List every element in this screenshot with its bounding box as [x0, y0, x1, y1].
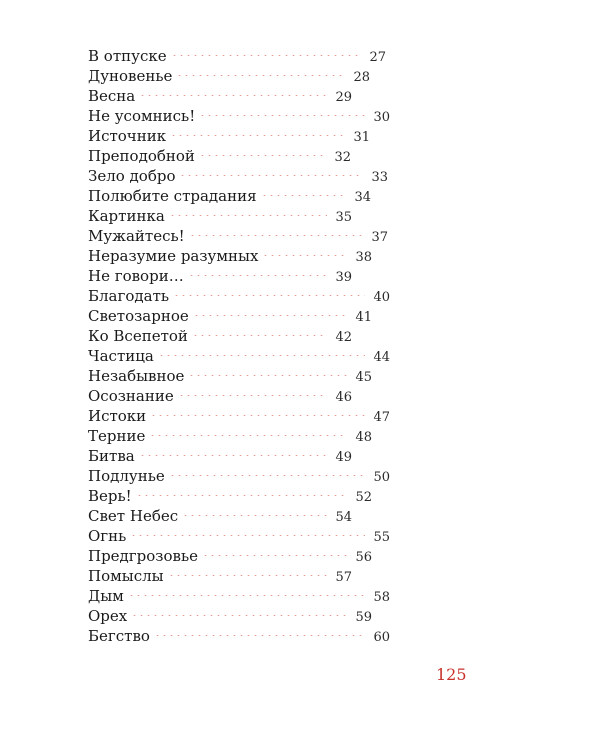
toc-entry-page: 28 — [353, 70, 370, 85]
toc-entry-page: 60 — [373, 630, 390, 645]
toc-entry-title: Орех — [88, 607, 128, 625]
toc-entry-page: 30 — [373, 110, 390, 125]
toc-leader-dots — [169, 201, 328, 221]
toc-leader-dots — [150, 401, 365, 421]
toc-entry — [88, 41, 408, 65]
toc-entry-page: 59 — [355, 610, 372, 625]
toc-leader-dots — [192, 321, 328, 341]
toc-leader-dots — [149, 421, 347, 441]
toc-entry-page: 57 — [335, 570, 352, 585]
toc-entry-title: Весна — [88, 87, 136, 105]
toc-leader-dots — [199, 141, 327, 161]
toc-leader-dots — [169, 461, 366, 481]
toc-leader-dots — [128, 581, 366, 601]
toc-leader-dots — [176, 61, 345, 81]
toc-entry-title: Не говори… — [88, 267, 184, 285]
toc-leader-dots — [170, 121, 345, 141]
toc-leader-dots — [158, 341, 366, 361]
toc-entry-page: 31 — [353, 130, 370, 145]
toc-entry-page: 52 — [355, 490, 372, 505]
toc-entry-page: 55 — [373, 530, 390, 545]
toc-entry — [88, 601, 408, 625]
toc-entry-page: 38 — [355, 250, 372, 265]
toc-entry-page: 42 — [335, 330, 352, 345]
toc-entry-title: Неразумие разумных — [88, 247, 259, 265]
toc-entry-page: 45 — [355, 370, 372, 385]
toc-entry — [88, 541, 408, 565]
toc-leader-dots — [199, 101, 365, 121]
toc-entry-page: 48 — [355, 430, 372, 445]
toc-entry-page: 32 — [334, 150, 351, 165]
toc-leader-dots — [179, 161, 363, 181]
toc-entry-title: Благодать — [88, 287, 170, 305]
toc-entry-title: Частица — [88, 347, 154, 365]
toc-entry-title: Верь! — [88, 487, 132, 505]
toc-entry-title: Картинка — [88, 207, 165, 225]
toc-entry-page: 37 — [371, 230, 388, 245]
toc-entry — [88, 101, 408, 125]
toc-entry-title: Огнь — [88, 527, 127, 545]
toc-entry-page: 47 — [373, 410, 390, 425]
toc-leader-dots — [182, 501, 327, 521]
toc-entry-page: 56 — [355, 550, 372, 565]
toc-entry-page: 40 — [373, 290, 390, 305]
toc-entry-title: Ко Всепетой — [88, 327, 188, 345]
toc-entry-page: 35 — [335, 210, 352, 225]
toc-entry — [88, 621, 408, 645]
toc-entry-page: 54 — [335, 510, 352, 525]
toc-leader-dots — [154, 621, 366, 641]
page-number: 125 — [436, 665, 467, 684]
toc-leader-dots — [189, 221, 364, 241]
toc-entry-title: Бегство — [88, 627, 150, 645]
toc-entry-title: Источник — [88, 127, 167, 145]
toc-leader-dots — [136, 481, 348, 501]
toc-entry-title: Дым — [88, 587, 124, 605]
toc-entry-page: 58 — [373, 590, 390, 605]
toc-entry — [88, 461, 408, 485]
toc-leader-dots — [130, 521, 365, 541]
table-of-contents — [88, 41, 408, 645]
toc-entry-title: Светозарное — [88, 307, 189, 325]
toc-entry-page: 46 — [335, 390, 352, 405]
toc-entry-page: 33 — [371, 170, 388, 185]
toc-entry — [88, 521, 408, 545]
toc-entry-title: Осознание — [88, 387, 174, 405]
toc-leader-dots — [131, 601, 347, 621]
toc-leader-dots — [173, 281, 365, 301]
toc-entry-page: 41 — [355, 310, 372, 325]
toc-entry-page: 29 — [335, 90, 352, 105]
toc-entry-title: Дуновенье — [88, 67, 173, 85]
toc-entry-title: Мужайтесь! — [88, 227, 185, 245]
toc-leader-dots — [202, 541, 347, 561]
toc-leader-dots — [139, 81, 327, 101]
toc-leader-dots — [171, 41, 362, 61]
toc-entry-title: Помыслы — [88, 567, 164, 585]
toc-leader-dots — [262, 241, 347, 261]
toc-entry — [88, 581, 408, 605]
toc-entry-title: Свет Небес — [88, 507, 179, 525]
toc-entry-title: Зело добро — [88, 167, 176, 185]
toc-entry-title: Предгрозовье — [88, 547, 198, 565]
toc-leader-dots — [193, 301, 348, 321]
toc-leader-dots — [139, 441, 328, 461]
toc-entry-title: Терние — [88, 427, 146, 445]
toc-leader-dots — [188, 261, 328, 281]
toc-leader-dots — [168, 561, 328, 581]
toc-entry-title: Преподобной — [88, 147, 195, 165]
toc-entry-page: 44 — [373, 350, 390, 365]
toc-entry-title: Истоки — [88, 407, 147, 425]
toc-entry-title: Битва — [88, 447, 135, 465]
toc-entry-title: Незабывное — [88, 367, 185, 385]
toc-leader-dots — [178, 381, 328, 401]
toc-entry-page: 50 — [373, 470, 390, 485]
toc-leader-dots — [188, 361, 347, 381]
toc-entry-title: Полюбите страдания — [88, 187, 257, 205]
toc-leader-dots — [261, 181, 347, 201]
toc-entry-page: 39 — [335, 270, 352, 285]
toc-entry-title: Подлунье — [88, 467, 165, 485]
toc-entry-title: Не усомнись! — [88, 107, 196, 125]
toc-entry-title: В отпуске — [88, 47, 167, 65]
toc-entry-page: 27 — [369, 50, 386, 65]
toc-entry-page: 49 — [335, 450, 352, 465]
toc-entry — [88, 481, 408, 505]
toc-entry-page: 34 — [354, 190, 371, 205]
